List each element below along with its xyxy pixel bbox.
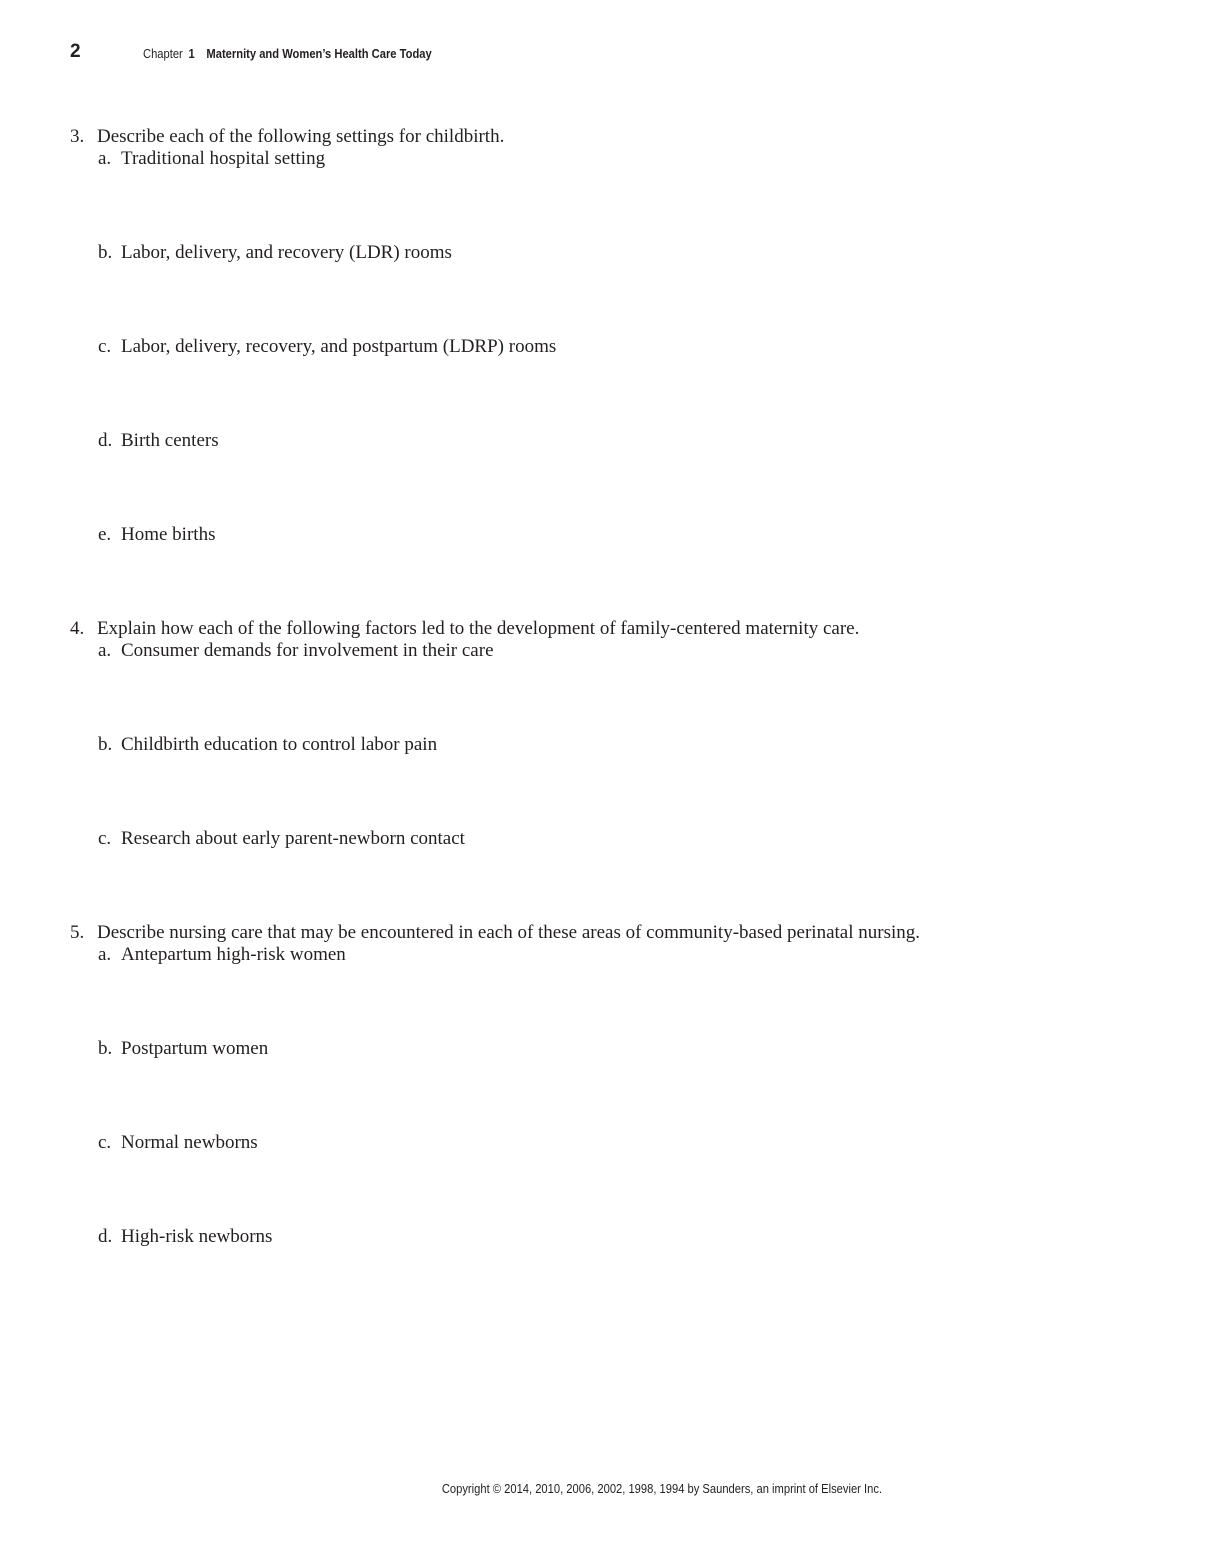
item-letter: c. [98, 1132, 112, 1153]
question-number: 5. [70, 922, 85, 943]
item-letter: d. [98, 1226, 113, 1247]
item-letter: a. [98, 148, 112, 169]
item-letter: b. [98, 734, 113, 755]
item-letter: d. [98, 430, 113, 451]
copyright-notice: Copyright © 2014, 2010, 2006, 2002, 1998, 1994 by Saunders, an imprint of Elsevier Inc. [441, 1481, 883, 1496]
item-text: Normal newborns [121, 1132, 258, 1153]
item-text: Childbirth education to control labor pain [121, 734, 438, 755]
item-letter: c. [98, 828, 112, 849]
item-letter: b. [98, 1038, 113, 1059]
item-text: Labor, delivery, and recovery (LDR) rooms [121, 242, 452, 263]
item-text: Postpartum women [121, 1038, 269, 1059]
chapter-number: 1 [188, 46, 195, 61]
item-text: Research about early parent-newborn contact [121, 828, 465, 849]
item-text: Labor, delivery, recovery, and postpartum (LDRP) rooms [121, 336, 557, 357]
item-text: Antepartum high-risk women [121, 944, 346, 965]
item-text: High-risk newborns [121, 1226, 273, 1247]
chapter-label: Chapter [143, 46, 183, 61]
page-header [0, 0, 1224, 80]
question-text: Describe nursing care that may be encountered in each of these areas of community-based perinatal nursing. [97, 922, 921, 943]
item-letter: e. [98, 524, 112, 545]
item-text: Consumer demands for involvement in their care [121, 640, 494, 661]
item-text: Home births [121, 524, 216, 545]
item-text: Birth centers [121, 430, 219, 451]
item-text: Traditional hospital setting [121, 148, 326, 169]
question-text: Explain how each of the following factors led to the development of family-centered maternity care. [97, 618, 860, 639]
question-number: 4. [70, 618, 85, 639]
item-letter: c. [98, 336, 112, 357]
chapter-title: Maternity and Women’s Health Care Today [206, 46, 432, 61]
item-letter: a. [98, 640, 112, 661]
page-footer [0, 1480, 1224, 1498]
question-number: 3. [70, 126, 85, 147]
item-letter: b. [98, 242, 113, 263]
question-text: Describe each of the following settings for childbirth. [97, 126, 505, 147]
page-number: 2 [70, 41, 81, 62]
running-head [143, 45, 432, 63]
item-letter: a. [98, 944, 112, 965]
